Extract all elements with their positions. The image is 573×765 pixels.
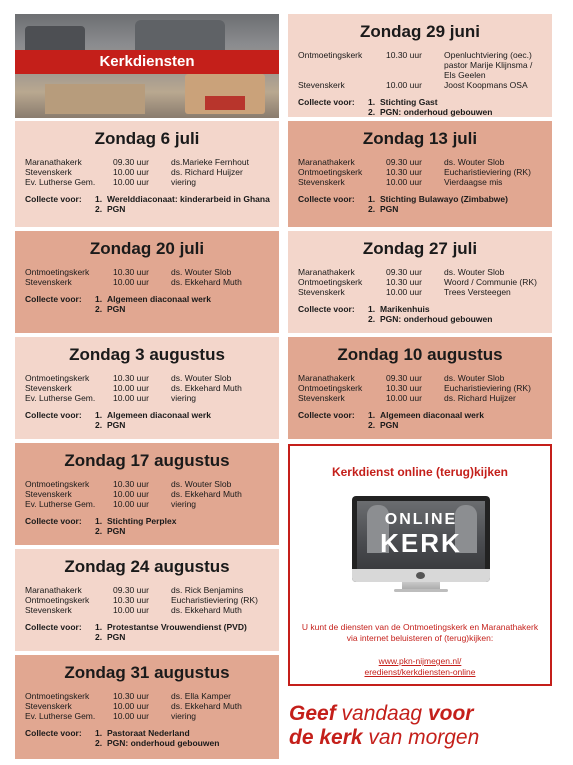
collecte-number: 1. — [95, 516, 103, 526]
collecte-label: Collecte voor: — [298, 97, 355, 107]
service-preacher: Eucharistieviering (RK) — [444, 167, 531, 177]
service-card-13-juli — [288, 121, 552, 227]
service-preacher: ds. Wouter Slob — [444, 373, 505, 383]
collecte-list — [95, 728, 269, 748]
card-date-title: Zondag 10 augustus — [337, 345, 503, 364]
collecte-number: 1. — [95, 728, 103, 738]
service-row — [298, 80, 542, 90]
collecte-number: 2. — [368, 107, 376, 117]
service-row — [298, 287, 542, 297]
card-date-title: Zondag 6 juli — [94, 129, 200, 148]
collecte-block — [25, 410, 269, 430]
service-time: 10.00 uur — [386, 287, 422, 297]
service-preacher: ds. Ekkehard Muth — [171, 383, 242, 393]
service-time: 10.00 uur — [113, 489, 149, 499]
monitor-icon — [352, 496, 490, 582]
collecte-text: Pastoraat Nederland — [107, 728, 190, 738]
service-time: 10.00 uur — [386, 177, 422, 187]
service-row — [25, 277, 269, 287]
service-time: 10.00 uur — [386, 80, 422, 90]
collecte-block — [298, 194, 542, 214]
online-link[interactable] — [300, 656, 540, 678]
service-preacher: viering — [171, 711, 197, 721]
collecte-item — [368, 314, 542, 324]
service-time: 10.30 uur — [113, 373, 149, 383]
collecte-number: 1. — [95, 194, 103, 204]
service-church: Ev. Lutherse Gem. — [25, 393, 96, 403]
collecte-number: 1. — [368, 97, 376, 107]
page-title: Kerkdiensten — [15, 50, 279, 74]
collecte-list — [95, 410, 269, 430]
service-preacher: viering — [171, 177, 197, 187]
collecte-item — [95, 728, 269, 738]
service-row — [25, 373, 269, 383]
service-preacher: Vierdaagse mis — [444, 177, 503, 187]
service-preacher: ds. Ekkehard Muth — [171, 605, 242, 615]
header-banner — [15, 14, 279, 118]
service-time: 10.00 uur — [113, 605, 149, 615]
collecte-list — [95, 294, 269, 314]
service-time: 10.00 uur — [113, 499, 149, 509]
online-link-line1[interactable]: www.pkn-nijmegen.nl/ — [378, 656, 462, 666]
collecte-number: 1. — [95, 622, 103, 632]
service-row — [298, 267, 542, 277]
collecte-text: PGN — [107, 304, 126, 314]
service-preacher: ds. Ekkehard Muth — [171, 277, 242, 287]
service-time: 09.30 uur — [386, 267, 422, 277]
service-time: 10.30 uur — [386, 167, 422, 177]
collecte-number: 2. — [95, 304, 103, 314]
service-row — [25, 691, 269, 701]
service-row — [25, 499, 269, 509]
monitor-foot — [394, 589, 448, 592]
service-time: 10.00 uur — [113, 393, 149, 403]
slogan — [289, 702, 559, 750]
collecte-list — [368, 194, 542, 214]
service-row — [25, 177, 269, 187]
service-church: Ontmoetingskerk — [25, 595, 90, 605]
card-date-title: Zondag 29 juni — [360, 22, 480, 41]
collecte-block — [298, 410, 542, 430]
collecte-text: Stichting Gast — [380, 97, 438, 107]
service-preacher: ds. Richard Huijzer — [444, 393, 516, 403]
collecte-item — [95, 194, 270, 204]
service-preacher: Woord / Communie (RK) — [444, 277, 537, 287]
collecte-list — [95, 622, 269, 642]
service-row — [25, 167, 269, 177]
service-time: 10.30 uur — [113, 267, 149, 277]
service-list — [298, 157, 542, 187]
service-row — [298, 157, 542, 167]
collecte-number: 1. — [368, 410, 376, 420]
service-card-24-augustus — [15, 549, 279, 651]
service-row — [298, 393, 542, 403]
collecte-item — [95, 294, 269, 304]
collecte-list — [368, 97, 542, 117]
screen-text-kerk: KERK — [380, 528, 462, 558]
collecte-item — [95, 410, 269, 420]
service-row — [298, 373, 542, 383]
service-church: Ontmoetingskerk — [25, 267, 90, 277]
collecte-label: Collecte voor: — [25, 516, 82, 526]
service-list — [298, 267, 542, 297]
service-church: Maranathakerk — [25, 157, 82, 167]
service-card-10-augustus — [288, 337, 552, 439]
service-preacher: viering — [171, 499, 197, 509]
collecte-text: PGN — [380, 420, 399, 430]
collecte-block — [25, 516, 269, 536]
service-row — [25, 711, 269, 721]
collecte-list — [95, 516, 269, 536]
service-church: Maranathakerk — [25, 585, 82, 595]
service-row — [25, 267, 269, 277]
service-church: Stevenskerk — [298, 393, 345, 403]
service-church: Stevenskerk — [298, 287, 345, 297]
collecte-list — [368, 304, 542, 324]
service-church: Ev. Lutherse Gem. — [25, 499, 96, 509]
service-preacher: ds. Wouter Slob — [171, 267, 232, 277]
service-preacher: Openluchtviering (oec.) pastor Marije Klijnsma / Els Geelen — [444, 50, 533, 80]
service-list — [25, 157, 269, 187]
service-time: 10.00 uur — [386, 393, 422, 403]
slogan-word-voor: voor — [427, 702, 474, 725]
service-church: Ontmoetingskerk — [25, 479, 90, 489]
collecte-item — [368, 194, 542, 204]
service-preacher: ds.Marieke Fernhout — [171, 157, 249, 167]
collecte-block — [25, 622, 269, 642]
slogan-word-vandaag: vandaag — [335, 702, 428, 725]
collecte-block — [25, 728, 269, 748]
collecte-label: Collecte voor: — [25, 622, 82, 632]
collecte-number: 1. — [368, 304, 376, 314]
collecte-number: 1. — [95, 410, 103, 420]
service-time: 10.00 uur — [113, 177, 149, 187]
service-church: Ontmoetingskerk — [298, 383, 363, 393]
collecte-label: Collecte voor: — [298, 194, 355, 204]
collecte-item — [95, 304, 269, 314]
service-church: Maranathakerk — [298, 157, 355, 167]
service-preacher: ds. Wouter Slob — [171, 373, 232, 383]
collecte-text: PGN — [107, 632, 126, 642]
service-preacher: ds. Ekkehard Muth — [171, 701, 242, 711]
card-date-title: Zondag 27 juli — [362, 239, 478, 258]
collecte-text: PGN — [107, 420, 126, 430]
service-time: 10.00 uur — [113, 701, 149, 711]
collecte-number: 1. — [368, 194, 376, 204]
service-time: 10.00 uur — [113, 167, 149, 177]
collecte-text: Stichting Bulawayo (Zimbabwe) — [380, 194, 508, 204]
card-date-title: Zondag 13 juli — [362, 129, 478, 148]
collecte-item — [368, 107, 542, 117]
service-church: Stevenskerk — [25, 167, 72, 177]
collecte-list — [368, 410, 542, 430]
collecte-item — [95, 204, 270, 214]
service-time: 09.30 uur — [386, 373, 422, 383]
collecte-text: Werelddiaconaat: kinderarbeid in Ghana — [107, 194, 270, 204]
service-time: 10.30 uur — [113, 595, 149, 605]
service-church: Stevenskerk — [25, 489, 72, 499]
collecte-number: 2. — [368, 314, 376, 324]
card-date-title: Zondag 24 augustus — [64, 557, 230, 576]
collecte-item — [368, 304, 542, 314]
collecte-text: PGN — [380, 204, 399, 214]
collecte-block — [25, 294, 269, 314]
service-row — [298, 50, 542, 80]
collecte-number: 2. — [95, 632, 103, 642]
service-church: Ev. Lutherse Gem. — [25, 711, 96, 721]
service-time: 09.30 uur — [113, 585, 149, 595]
service-row — [25, 701, 269, 711]
service-card-17-augustus — [15, 443, 279, 545]
service-list — [298, 50, 542, 90]
slogan-word-van-morgen: van morgen — [362, 726, 480, 749]
collecte-number: 2. — [95, 204, 103, 214]
service-church: Stevenskerk — [25, 605, 72, 615]
service-preacher: Eucharistieviering (RK) — [171, 595, 258, 605]
card-date-title: Zondag 31 augustus — [64, 663, 230, 682]
service-card-3-augustus — [15, 337, 279, 439]
screen-text-online: ONLINE — [384, 511, 458, 528]
service-list — [25, 479, 269, 509]
service-church: Stevenskerk — [25, 701, 72, 711]
collecte-block — [298, 97, 542, 117]
service-row — [298, 383, 542, 393]
service-church: Stevenskerk — [298, 177, 345, 187]
service-card-27-juli — [288, 231, 552, 333]
online-link-line2[interactable]: eredienst/kerkdiensten-online — [364, 667, 476, 677]
collecte-block — [298, 304, 542, 324]
collecte-text: Protestantse Vrouwendienst (PVD) — [107, 622, 247, 632]
service-preacher: Joost Koopmans OSA — [444, 80, 528, 90]
slogan-word-de-kerk: de kerk — [289, 726, 363, 749]
service-time: 10.30 uur — [113, 479, 149, 489]
service-list — [25, 585, 269, 615]
service-row — [25, 595, 269, 605]
service-church: Stevenskerk — [25, 277, 72, 287]
service-card-31-augustus — [15, 655, 279, 759]
collecte-label: Collecte voor: — [298, 410, 355, 420]
service-preacher: ds. Wouter Slob — [444, 157, 505, 167]
service-preacher: ds. Ella Kamper — [171, 691, 231, 701]
collecte-number: 2. — [95, 738, 103, 748]
collecte-text: Marikenhuis — [380, 304, 430, 314]
collecte-block — [25, 194, 269, 214]
service-church: Ontmoetingskerk — [298, 167, 363, 177]
service-time: 10.30 uur — [113, 691, 149, 701]
online-description: U kunt de diensten van de Ontmoetingskerk en Maranathakerk via internet beluisteren of (terug)kijken: — [301, 622, 539, 643]
service-church: Ontmoetingskerk — [25, 691, 90, 701]
collecte-list — [95, 194, 270, 214]
service-row — [25, 383, 269, 393]
service-time: 09.30 uur — [113, 157, 149, 167]
service-preacher: Eucharistieviering (RK) — [444, 383, 531, 393]
collecte-text: Algemeen diaconaal werk — [380, 410, 484, 420]
card-date-title: Zondag 3 augustus — [69, 345, 225, 364]
service-church: Ontmoetingskerk — [298, 50, 363, 60]
service-preacher: ds. Ekkehard Muth — [171, 489, 242, 499]
collecte-number: 2. — [368, 420, 376, 430]
collecte-item — [95, 632, 269, 642]
apple-logo-icon — [416, 572, 425, 579]
collecte-label: Collecte voor: — [25, 728, 82, 738]
online-church-box — [288, 444, 552, 686]
collecte-label: Collecte voor: — [25, 410, 82, 420]
service-church: Ev. Lutherse Gem. — [25, 177, 96, 187]
service-list — [25, 691, 269, 721]
collecte-text: Stichting Perplex — [107, 516, 177, 526]
service-church: Ontmoetingskerk — [25, 373, 90, 383]
collecte-text: Algemeen diaconaal werk — [107, 410, 211, 420]
collecte-number: 2. — [95, 420, 103, 430]
collecte-item — [95, 420, 269, 430]
service-time: 10.00 uur — [113, 711, 149, 721]
service-preacher: ds. Wouter Slob — [171, 479, 232, 489]
service-time: 10.30 uur — [386, 383, 422, 393]
collecte-item — [368, 410, 542, 420]
service-row — [298, 167, 542, 177]
collecte-text: PGN: onderhoud gebouwen — [380, 107, 493, 117]
service-preacher: ds. Richard Huijzer — [171, 167, 243, 177]
service-row — [298, 177, 542, 187]
service-church: Stevenskerk — [25, 383, 72, 393]
service-list — [25, 267, 269, 287]
collecte-item — [368, 420, 542, 430]
collecte-number: 2. — [368, 204, 376, 214]
collecte-text: PGN: onderhoud gebouwen — [107, 738, 220, 748]
service-list — [298, 373, 542, 403]
service-church: Ontmoetingskerk — [298, 277, 363, 287]
service-time: 10.30 uur — [386, 50, 422, 60]
service-card-29-juni — [288, 14, 552, 117]
collecte-label: Collecte voor: — [298, 304, 355, 314]
online-title: Kerkdienst online (terug)kijken — [331, 465, 509, 479]
service-time: 10.30 uur — [386, 277, 422, 287]
collecte-text: PGN — [107, 526, 126, 536]
service-preacher: ds. Wouter Slob — [444, 267, 505, 277]
service-preacher: viering — [171, 393, 197, 403]
collecte-number: 1. — [95, 294, 103, 304]
service-church: Maranathakerk — [298, 267, 355, 277]
service-row — [25, 489, 269, 499]
collecte-label: Collecte voor: — [25, 194, 82, 204]
service-time: 10.00 uur — [113, 277, 149, 287]
service-card-20-juli — [15, 231, 279, 333]
collecte-text: PGN: onderhoud gebouwen — [380, 314, 493, 324]
service-row — [25, 157, 269, 167]
service-church: Stevenskerk — [298, 80, 345, 90]
collecte-item — [368, 204, 542, 214]
service-time: 10.00 uur — [113, 383, 149, 393]
service-row — [25, 393, 269, 403]
collecte-item — [368, 97, 542, 107]
service-row — [298, 277, 542, 287]
collecte-item — [95, 622, 269, 632]
collecte-item — [95, 526, 269, 536]
service-row — [25, 605, 269, 615]
slogan-word-geef: Geef — [289, 702, 336, 725]
collecte-label: Collecte voor: — [25, 294, 82, 304]
service-list — [25, 373, 269, 403]
service-time: 09.30 uur — [386, 157, 422, 167]
collecte-text: PGN — [107, 204, 126, 214]
collecte-item — [95, 516, 269, 526]
collecte-text: Algemeen diaconaal werk — [107, 294, 211, 304]
service-preacher: Trees Versteegen — [444, 287, 511, 297]
service-preacher: ds. Rick Benjamins — [171, 585, 244, 595]
service-card-6-juli — [15, 121, 279, 227]
card-date-title: Zondag 20 juli — [89, 239, 205, 258]
service-church: Maranathakerk — [298, 373, 355, 383]
card-date-title: Zondag 17 augustus — [64, 451, 230, 470]
service-row — [25, 479, 269, 489]
monitor-screen — [357, 501, 485, 569]
collecte-number: 2. — [95, 526, 103, 536]
collecte-item — [95, 738, 269, 748]
service-row — [25, 585, 269, 595]
